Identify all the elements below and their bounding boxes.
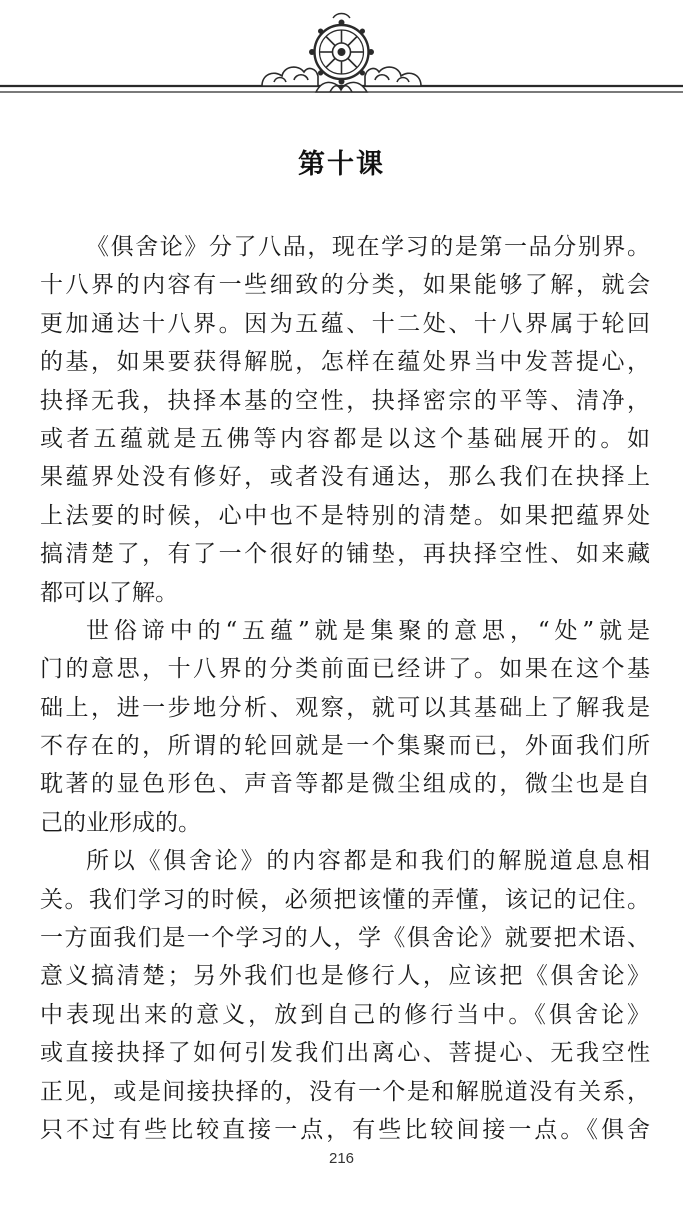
text-line: 《俱舍论》分了八品，现在学习的是第一品分别界。 xyxy=(86,234,650,260)
text-line: 世俗谛中的“五蕴”就是集聚的意思，“处”就是 xyxy=(86,617,650,644)
text-line: 中表现出来的意义，放到自己的修行当中。《俱舍论》 xyxy=(40,1001,650,1028)
text-line: 关。我们学习的时候，必须把该懂的弄懂，该记的记住。 xyxy=(40,886,650,913)
paragraph-2 xyxy=(40,612,650,842)
text-line: 一方面我们是一个学习的人，学《俱舍论》就要把术语、 xyxy=(40,925,650,952)
body-text xyxy=(40,228,650,1149)
text-line: 更加通达十八界。因为五蕴、十二处、十八界属于轮回 xyxy=(40,310,650,337)
text-line: 果蕴界处没有修好，或者没有通达，那么我们在抉择上 xyxy=(40,464,650,491)
text-line: 不存在的，所谓的轮回就是一个集聚而已，外面我们所 xyxy=(40,733,650,760)
text-line: 抉择无我，抉择本基的空性，抉择密宗的平等、清净， xyxy=(40,387,650,414)
cloud-ornament-left xyxy=(262,67,318,86)
cloud-ornament-right xyxy=(365,67,421,86)
text-line: 门的意思，十八界的分类前面已经讲了。如果在这个基 xyxy=(40,656,650,683)
text-line: 十八界的内容有一些细致的分类，如果能够了解，就会 xyxy=(40,272,650,299)
header-ornament xyxy=(0,0,683,110)
text-line: 搞清楚了，有了一个很好的铺垫，再抉择空性、如来藏 xyxy=(40,541,650,568)
text-line: 意义搞清楚；另外我们也是修行人，应该把《俱舍论》 xyxy=(40,963,650,990)
text-line: 正见，或是间接抉择的，没有一个是和解脱道没有关系， xyxy=(40,1078,650,1105)
text-line: 只不过有些比较直接一点，有些比较间接一点。《俱舍 xyxy=(40,1116,650,1143)
dharma-wheel-icon xyxy=(309,14,374,85)
page-number: 216 xyxy=(328,1150,355,1167)
text-line: 础上，进一步地分析、观察，就可以其基础上了解我是 xyxy=(40,694,650,721)
paragraph-3 xyxy=(40,842,650,1149)
text-line: 的基，如果要获得解脱，怎样在蕴处界当中发菩提心， xyxy=(40,349,650,376)
text-line: 都可以了解。 xyxy=(40,579,178,606)
text-line: 己的业形成的。 xyxy=(40,809,201,836)
chapter-title: 第十课 xyxy=(298,149,385,180)
paragraph-1 xyxy=(40,228,650,612)
text-line: 或者五蕴就是五佛等内容都是以这个基础展开的。如 xyxy=(40,425,650,452)
text-line: 所以《俱舍论》的内容都是和我们的解脱道息息相 xyxy=(86,848,650,875)
text-line: 或直接抉择了如何引发我们出离心、菩提心、无我空性 xyxy=(40,1040,650,1067)
text-line: 耽著的显色形色、声音等都是微尘组成的，微尘也是自 xyxy=(40,771,650,798)
text-line: 上法要的时候，心中也不是特别的清楚。如果把蕴界处 xyxy=(40,502,650,529)
